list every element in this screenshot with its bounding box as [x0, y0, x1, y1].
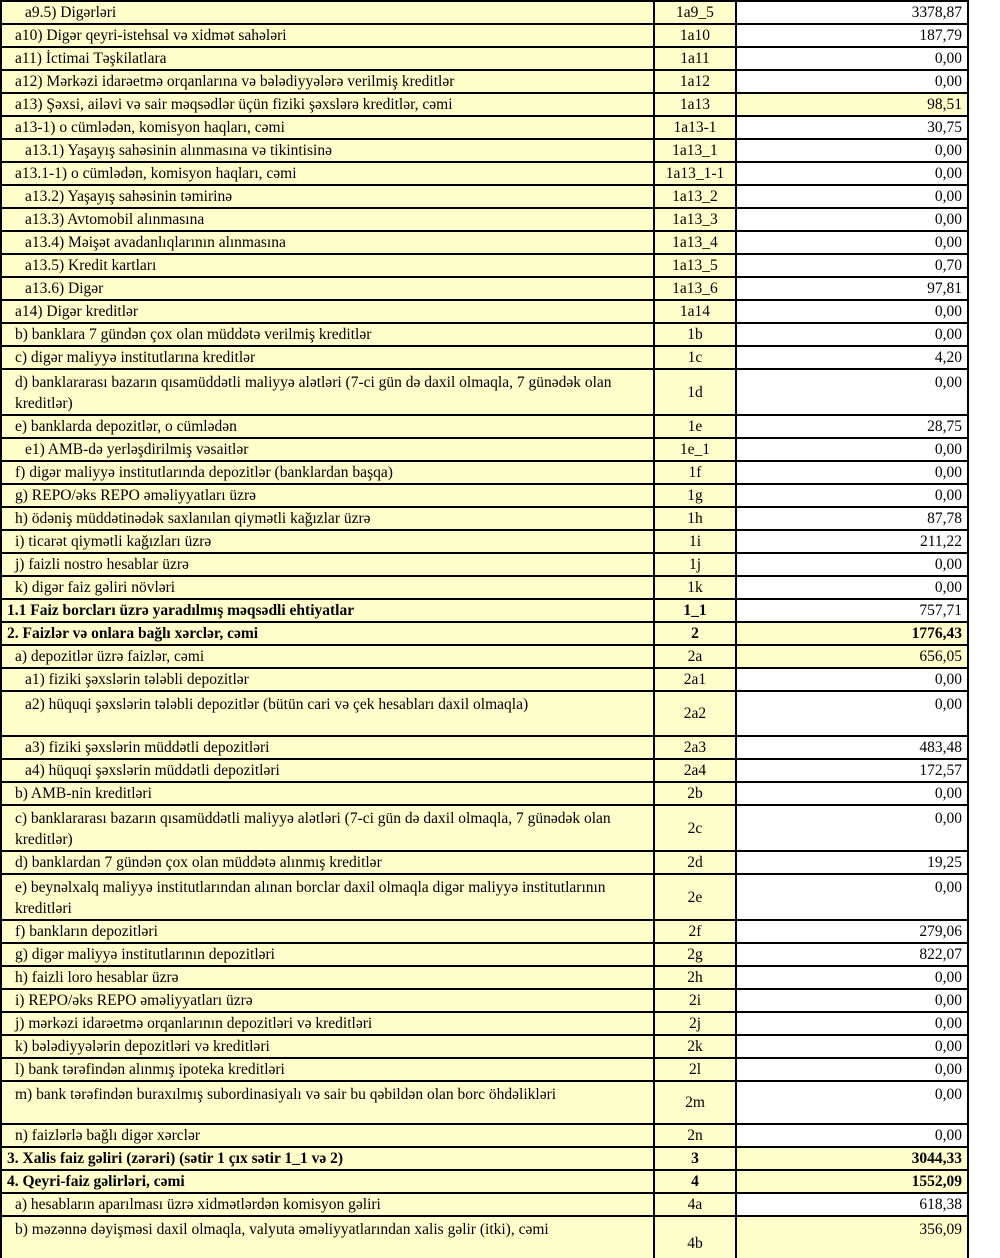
- row-label-cell: a) hesabların aparılması üzrə xidmətlərdən komisyon gəliri: [1, 1193, 654, 1216]
- row-value-cell: 97,81: [736, 277, 968, 300]
- row-label-cell: a13.5) Kredit kartları: [1, 254, 654, 277]
- row-code-cell: 1h: [654, 507, 736, 530]
- row-code-cell: 2: [654, 622, 736, 645]
- row-label-cell: a1) fiziki şəxslərin tələbli depozitlər: [1, 668, 654, 691]
- table-row: [1, 782, 968, 805]
- row-code-cell: 1a13_2: [654, 185, 736, 208]
- row-code-cell: 1a13_3: [654, 208, 736, 231]
- row-code-cell: 1i: [654, 530, 736, 553]
- table-row: [1, 93, 968, 116]
- table-row: [1, 116, 968, 139]
- row-label-cell: k) bələdiyyələrin depozitləri və kreditləri: [1, 1035, 654, 1058]
- row-label-cell: e) beynəlxalq maliyyə institutlarından alınan borclar daxil olmaqla digər maliyyə institutlarının kreditləri: [1, 874, 654, 920]
- table-row: [1, 507, 968, 530]
- row-value-cell: 0,00: [736, 369, 968, 415]
- row-value-cell: 0,00: [736, 691, 968, 736]
- row-code-cell: 2g: [654, 943, 736, 966]
- row-code-cell: 1a10: [654, 24, 736, 47]
- table-row: [1, 1216, 968, 1258]
- row-code-cell: 2n: [654, 1124, 736, 1147]
- row-label-cell: i) REPO/əks REPO əməliyyatları üzrə: [1, 989, 654, 1012]
- table-row: [1, 668, 968, 691]
- row-code-cell: 1a13_5: [654, 254, 736, 277]
- table-row: [1, 1124, 968, 1147]
- row-value-cell: 30,75: [736, 116, 968, 139]
- table-row: [1, 1035, 968, 1058]
- row-label-cell: a4) hüquqi şəxslərin müddətli depozitləri: [1, 759, 654, 782]
- row-code-cell: 1a13: [654, 93, 736, 116]
- row-value-cell: 0,00: [736, 162, 968, 185]
- row-code-cell: 1e_1: [654, 438, 736, 461]
- table-row: [1, 162, 968, 185]
- row-value-cell: 618,38: [736, 1193, 968, 1216]
- row-label-cell: a10) Digər qeyri-istehsal və xidmət sahələri: [1, 24, 654, 47]
- table-row: [1, 323, 968, 346]
- row-label-cell: 4. Qeyri-faiz gəlirləri, cəmi: [1, 1170, 654, 1193]
- row-code-cell: 1e: [654, 415, 736, 438]
- row-label-cell: f) bankların depozitləri: [1, 920, 654, 943]
- table-row: [1, 759, 968, 782]
- row-code-cell: 1j: [654, 553, 736, 576]
- table-row: [1, 438, 968, 461]
- row-value-cell: 0,00: [736, 576, 968, 599]
- row-label-cell: a2) hüquqi şəxslərin tələbli depozitlər (bütün cari və çek hesabları daxil olmaqla): [1, 691, 654, 736]
- row-value-cell: 0,00: [736, 668, 968, 691]
- table-row: [1, 1058, 968, 1081]
- row-value-cell: 0,00: [736, 484, 968, 507]
- row-value-cell: 4,20: [736, 346, 968, 369]
- row-label-cell: f) digər maliyyə institutlarında depozitlər (banklardan başqa): [1, 461, 654, 484]
- table-row: [1, 691, 968, 736]
- table-row: [1, 736, 968, 759]
- row-value-cell: 0,00: [736, 966, 968, 989]
- table-row: [1, 966, 968, 989]
- table-row: [1, 645, 968, 668]
- row-value-cell: 19,25: [736, 851, 968, 874]
- table-row: [1, 208, 968, 231]
- row-label-cell: a13.3) Avtomobil alınmasına: [1, 208, 654, 231]
- row-label-cell: n) faizlərlə bağlı digər xərclər: [1, 1124, 654, 1147]
- row-code-cell: 2i: [654, 989, 736, 1012]
- table-row: [1, 1081, 968, 1124]
- row-label-cell: 2. Faizlər və onlara bağlı xərclər, cəmi: [1, 622, 654, 645]
- row-value-cell: 0,00: [736, 805, 968, 851]
- row-code-cell: 2a2: [654, 691, 736, 736]
- table-row: [1, 484, 968, 507]
- row-label-cell: i) ticarət qiymətli kağızları üzrə: [1, 530, 654, 553]
- row-label-cell: g) digər maliyyə institutlarının depozitləri: [1, 943, 654, 966]
- row-value-cell: 0,00: [736, 208, 968, 231]
- row-code-cell: 2l: [654, 1058, 736, 1081]
- row-label-cell: 3. Xalis faiz gəliri (zərəri) (sətir 1 çıx sətir 1_1 və 2): [1, 1147, 654, 1170]
- row-value-cell: 87,78: [736, 507, 968, 530]
- row-code-cell: 2b: [654, 782, 736, 805]
- row-label-cell: h) ödəniş müddətinədək saxlanılan qiymətli kağızlar üzrə: [1, 507, 654, 530]
- row-label-cell: c) banklararası bazarın qısamüddətli maliyyə alətləri (7-ci gün də daxil olmaqla, 7 günədək olan kreditlər): [1, 805, 654, 851]
- row-label-cell: a13.1-1) o cümlədən, komisyon haqları, cəmi: [1, 162, 654, 185]
- row-label-cell: g) REPO/əks REPO əməliyyatları üzrə: [1, 484, 654, 507]
- row-code-cell: 2a1: [654, 668, 736, 691]
- table-body: [1, 1, 968, 1258]
- row-code-cell: 2d: [654, 851, 736, 874]
- row-code-cell: 1a13_4: [654, 231, 736, 254]
- row-value-cell: 483,48: [736, 736, 968, 759]
- row-value-cell: 757,71: [736, 599, 968, 622]
- row-value-cell: 0,00: [736, 1058, 968, 1081]
- table-row: [1, 139, 968, 162]
- table-row: [1, 920, 968, 943]
- table-row: [1, 1193, 968, 1216]
- row-code-cell: 1b: [654, 323, 736, 346]
- row-value-cell: 28,75: [736, 415, 968, 438]
- table-row: [1, 1147, 968, 1170]
- row-label-cell: b) AMB-nin kreditləri: [1, 782, 654, 805]
- row-label-cell: j) mərkəzi idarəetmə orqanlarının depozitləri və kreditləri: [1, 1012, 654, 1035]
- row-value-cell: 0,00: [736, 461, 968, 484]
- row-label-cell: a12) Mərkəzi idarəetmə orqanlarına və bələdiyyələrə verilmiş kreditlər: [1, 70, 654, 93]
- row-value-cell: 0,00: [736, 438, 968, 461]
- table-row: [1, 530, 968, 553]
- row-label-cell: e1) AMB-də yerləşdirilmiş vəsaitlər: [1, 438, 654, 461]
- table-row: [1, 576, 968, 599]
- row-value-cell: 0,00: [736, 300, 968, 323]
- row-value-cell: 0,00: [736, 47, 968, 70]
- row-code-cell: 1a9_5: [654, 1, 736, 24]
- row-code-cell: 1_1: [654, 599, 736, 622]
- row-label-cell: b) banklara 7 gündən çox olan müddətə verilmiş kreditlər: [1, 323, 654, 346]
- row-label-cell: h) faizli loro hesablar üzrə: [1, 966, 654, 989]
- row-value-cell: 0,00: [736, 1012, 968, 1035]
- table-row: [1, 599, 968, 622]
- table-row: [1, 185, 968, 208]
- row-code-cell: 1c: [654, 346, 736, 369]
- row-value-cell: 0,00: [736, 323, 968, 346]
- row-code-cell: 4: [654, 1170, 736, 1193]
- row-value-cell: 0,00: [736, 1035, 968, 1058]
- row-value-cell: 187,79: [736, 24, 968, 47]
- row-label-cell: a13) Şəxsi, ailəvi və sair məqsədlər üçün fiziki şəxslərə kreditlər, cəmi: [1, 93, 654, 116]
- row-value-cell: 0,00: [736, 1081, 968, 1124]
- table-row: [1, 553, 968, 576]
- row-value-cell: 98,51: [736, 93, 968, 116]
- table-row: [1, 874, 968, 920]
- row-label-cell: a9.5) Digərləri: [1, 1, 654, 24]
- table-row: [1, 70, 968, 93]
- row-label-cell: a) depozitlər üzrə faizlər, cəmi: [1, 645, 654, 668]
- table-row: [1, 254, 968, 277]
- row-code-cell: 2c: [654, 805, 736, 851]
- row-label-cell: j) faizli nostro hesablar üzrə: [1, 553, 654, 576]
- row-code-cell: 1a11: [654, 47, 736, 70]
- row-value-cell: 0,00: [736, 553, 968, 576]
- row-value-cell: 0,00: [736, 989, 968, 1012]
- row-value-cell: 172,57: [736, 759, 968, 782]
- table-row: [1, 989, 968, 1012]
- row-code-cell: 1a13-1: [654, 116, 736, 139]
- row-label-cell: d) banklararası bazarın qısamüddətli maliyyə alətləri (7-ci gün də daxil olmaqla, 7 günədək olan kreditlər): [1, 369, 654, 415]
- row-label-cell: 1.1 Faiz borcları üzrə yaradılmış məqsədli ehtiyatlar: [1, 599, 654, 622]
- row-label-cell: a13.2) Yaşayış sahəsinin təmirinə: [1, 185, 654, 208]
- row-code-cell: 1a14: [654, 300, 736, 323]
- row-code-cell: 4a: [654, 1193, 736, 1216]
- row-label-cell: e) banklarda depozitlər, o cümlədən: [1, 415, 654, 438]
- table-row: [1, 24, 968, 47]
- table-row: [1, 415, 968, 438]
- row-label-cell: c) digər maliyyə institutlarına kreditlər: [1, 346, 654, 369]
- table-row: [1, 805, 968, 851]
- row-code-cell: 1a12: [654, 70, 736, 93]
- row-code-cell: 1a13_1: [654, 139, 736, 162]
- row-value-cell: 822,07: [736, 943, 968, 966]
- table-row: [1, 346, 968, 369]
- row-code-cell: 3: [654, 1147, 736, 1170]
- row-value-cell: 0,70: [736, 254, 968, 277]
- table-row: [1, 1170, 968, 1193]
- row-value-cell: 1776,43: [736, 622, 968, 645]
- row-label-cell: m) bank tərəfindən buraxılmış subordinasiyalı və sair bu qəbildən olan borc öhdəlikləri: [1, 1081, 654, 1124]
- row-code-cell: 2a: [654, 645, 736, 668]
- row-value-cell: 3378,87: [736, 1, 968, 24]
- row-code-cell: 1a13_1-1: [654, 162, 736, 185]
- row-label-cell: b) məzənnə dəyişməsi daxil olmaqla, valyuta əməliyyatlarından xalis gəlir (itki), cəmi: [1, 1216, 654, 1258]
- table-row: [1, 461, 968, 484]
- row-value-cell: 3044,33: [736, 1147, 968, 1170]
- row-label-cell: a13.6) Digər: [1, 277, 654, 300]
- row-code-cell: 2h: [654, 966, 736, 989]
- row-label-cell: d) banklardan 7 gündən çox olan müddətə alınmış kreditlər: [1, 851, 654, 874]
- row-code-cell: 2m: [654, 1081, 736, 1124]
- row-value-cell: 656,05: [736, 645, 968, 668]
- row-label-cell: k) digər faiz gəliri növləri: [1, 576, 654, 599]
- table-row: [1, 943, 968, 966]
- row-label-cell: a3) fiziki şəxslərin müddətli depozitləri: [1, 736, 654, 759]
- row-code-cell: 1a13_6: [654, 277, 736, 300]
- row-label-cell: a14) Digər kreditlər: [1, 300, 654, 323]
- row-code-cell: 4b: [654, 1216, 736, 1258]
- row-value-cell: 0,00: [736, 139, 968, 162]
- row-code-cell: 2a3: [654, 736, 736, 759]
- row-value-cell: 356,09: [736, 1216, 968, 1258]
- row-value-cell: 1552,09: [736, 1170, 968, 1193]
- row-value-cell: 0,00: [736, 874, 968, 920]
- row-code-cell: 1f: [654, 461, 736, 484]
- row-value-cell: 0,00: [736, 231, 968, 254]
- table-row: [1, 1, 968, 24]
- table-row: [1, 851, 968, 874]
- table-row: [1, 277, 968, 300]
- row-code-cell: 2e: [654, 874, 736, 920]
- row-code-cell: 2f: [654, 920, 736, 943]
- table-row: [1, 300, 968, 323]
- row-code-cell: 1g: [654, 484, 736, 507]
- row-label-cell: a13.4) Məişət avadanlıqlarının alınmasına: [1, 231, 654, 254]
- row-code-cell: 2a4: [654, 759, 736, 782]
- row-code-cell: 2j: [654, 1012, 736, 1035]
- table-row: [1, 369, 968, 415]
- row-label-cell: a13-1) o cümlədən, komisyon haqları, cəmi: [1, 116, 654, 139]
- table-row: [1, 47, 968, 70]
- row-value-cell: 0,00: [736, 782, 968, 805]
- row-value-cell: 211,22: [736, 530, 968, 553]
- row-label-cell: a13.1) Yaşayış sahəsinin alınmasına və tikintisinə: [1, 139, 654, 162]
- row-label-cell: a11) İctimai Təşkilatlara: [1, 47, 654, 70]
- row-value-cell: 0,00: [736, 70, 968, 93]
- row-code-cell: 2k: [654, 1035, 736, 1058]
- row-value-cell: 279,06: [736, 920, 968, 943]
- table-row: [1, 622, 968, 645]
- table-row: [1, 1012, 968, 1035]
- row-code-cell: 1d: [654, 369, 736, 415]
- row-code-cell: 1k: [654, 576, 736, 599]
- table-row: [1, 231, 968, 254]
- row-label-cell: l) bank tərəfindən alınmış ipoteka kreditləri: [1, 1058, 654, 1081]
- row-value-cell: 0,00: [736, 185, 968, 208]
- row-value-cell: 0,00: [736, 1124, 968, 1147]
